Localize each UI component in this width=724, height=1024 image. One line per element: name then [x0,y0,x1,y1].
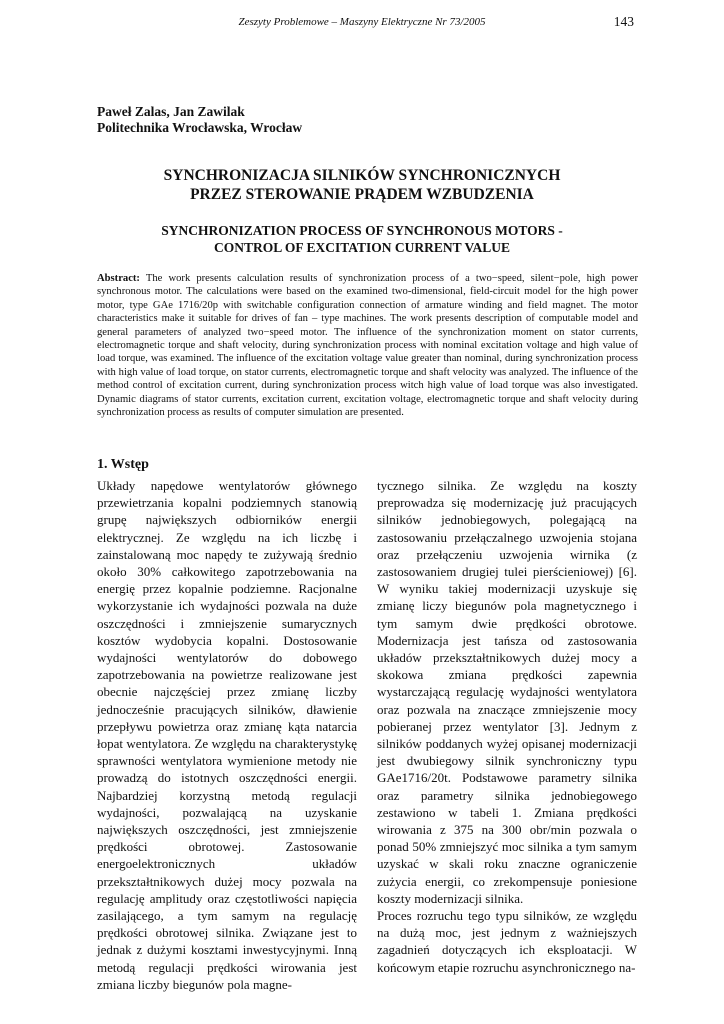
body-column-right [377,477,637,976]
author-names: Paweł Zalas, Jan Zawilak [97,104,245,119]
title-english-line-1: SYNCHRONIZATION PROCESS OF SYNCHRONOUS MOTORS - [161,223,563,238]
body-paragraph: Proces rozruchu tego typu silników, ze względu na dużą moc, jest jednym z ważniejszych zagadnień dotyczących ich eksploatacji. W końcowym etapie rozruchu asynchronicznego na- [377,908,637,975]
author-block [97,104,302,136]
page-number: 143 [613,14,634,29]
body-paragraph: tycznego silnika. Ze względu na koszty preprowadza się modernizację już pracujących silników jednobiegowych, polegającą na zastosowaniu przełączalnego uzwojenia stojana oraz przełączeniu uzwojenia wirnika (z zastosowaniem drugiej tulei pierścieniowej) [6]. W wyniku takiej modernizacji uzyskuje się zmianę liczy biegunów pola magnetycznego i tym samym dwie prędkości obrotowe. Modernizacja jest tańsza od zastosowania układów przekształtnikowych dużej mocy a skokowa zmiana prędkości zapewnia wystarczającą regulację wydajności wentylatora oraz pozwala na znaczące zmniejszenie mocy pobieranej przez wentylator [3]. Jednym z silników poddanych wyżej opisanej modernizacji jest dwubiegowy silnik synchroniczny typu GAe1716/20t. Podstawowe parametry silnika oraz parametry silnika jednobiegowego zestawiono w tabeli 1. Zmiana prędkości wirowania z 375 na 300 obr/min pozwala o ponad 50% zmniejszyć moc silnika a tym samym uzyskać w skali roku znaczne ograniczenie zużycia energii, co zrekompensuje poniesione koszty modernizacji silnika. [377,478,637,906]
abstract-label: Abstract: [97,273,140,284]
running-head: Zeszyty Problemowe – Maszyny Elektryczne Nr 73/2005 [238,16,486,28]
title-polish-line-2: PRZEZ STEROWANIE PRĄDEM WZBUDZENIA [190,186,534,203]
author-affiliation: Politechnika Wrocławska, Wrocław [97,120,303,135]
abstract-text: The work presents calculation results of synchronization process of a two−speed, silent−pole, high power synchronous motor. The calculations were based on the examined two-dimensional, field-circuit model for the high power motor, type GAe 1716/20p with switchable configuration connection of armature winding and field magnet. The motor characteristics make it suitable for drives of fan – type machines. The work presents description of computable model and general parameters of analyzed two−speed motor. The influence of the synchronization moment on stator currents, electromagnetic torque and shaft velocity, during synchronization process with nominal excitation voltage and high value of load torque, was examined. The influence of the excitation voltage value greater than nominal, during synchronization process with high value of load torque, on stator currents, electromagnetic torque and shaft velocity was analyzed. The influence of the method control of excitation current, during synchronization process witch high value of load torque was also investigated. Dynamic diagrams of stator currents, excitation current, excitation voltage, electromagnetic torque and shaft velocity during synchronization process as results of computer simulation are presented. [97,273,638,419]
title-polish-line-1: SYNCHRONIZACJA SILNIKÓW SYNCHRONICZNYCH [163,167,561,184]
title-polish [97,166,627,204]
title-english [97,222,627,256]
title-english-line-2: CONTROL OF EXCITATION CURRENT VALUE [213,240,511,255]
abstract [97,272,638,419]
body-column-left [97,477,357,993]
body-paragraph: Układy napędowe wentylatorów głównego przewietrzania kopalni podziemnych stanowią grupę największych odbiorników energii elektrycznej. Ze względu na ich liczbę i zainstalowaną moc napędy te zużywają średnio około 30% całkowitego zapotrzebowania na energię przez kopalnie podziemne. Racjonalne wykorzystanie ich wydajności pozwala na duże oszczędności i zmniejszenie sumarycznych kosztów wydobycia kopalni. Dostosowanie wydajności wentylatorów do dobowego zapotrzebowania na powietrze realizowane jest obecnie najczęściej przez zmianę liczby jednocześnie pracujących silników, dławienie przepływu powietrza oraz zmianę kąta natarcia łopat wentylatora. Ze względu na charakterystykę sprawności wentylatora wymienione metody nie prowadzą do istotnych oszczędności energii. Najbardziej korzystną metodą regulacji wydajności, pozwalającą na uzyskanie największych oszczędności, jest zmniejszenie prędkości obrotowej. Zastosowanie energoelektronicznych układów przekształtnikowych dużej mocy pozwala na regulację amplitudy oraz częstotliwości napięcia zasilającego, a tym samym na regulację prędkości obrotowej silnika. Związane jest to jednak z dużymi kosztami inwestycyjnymi. Inną metodą regulacji prędkości wirowania jest zmiana liczby biegunów pola magne- [97,478,357,992]
section-heading: 1. Wstęp [97,457,149,472]
